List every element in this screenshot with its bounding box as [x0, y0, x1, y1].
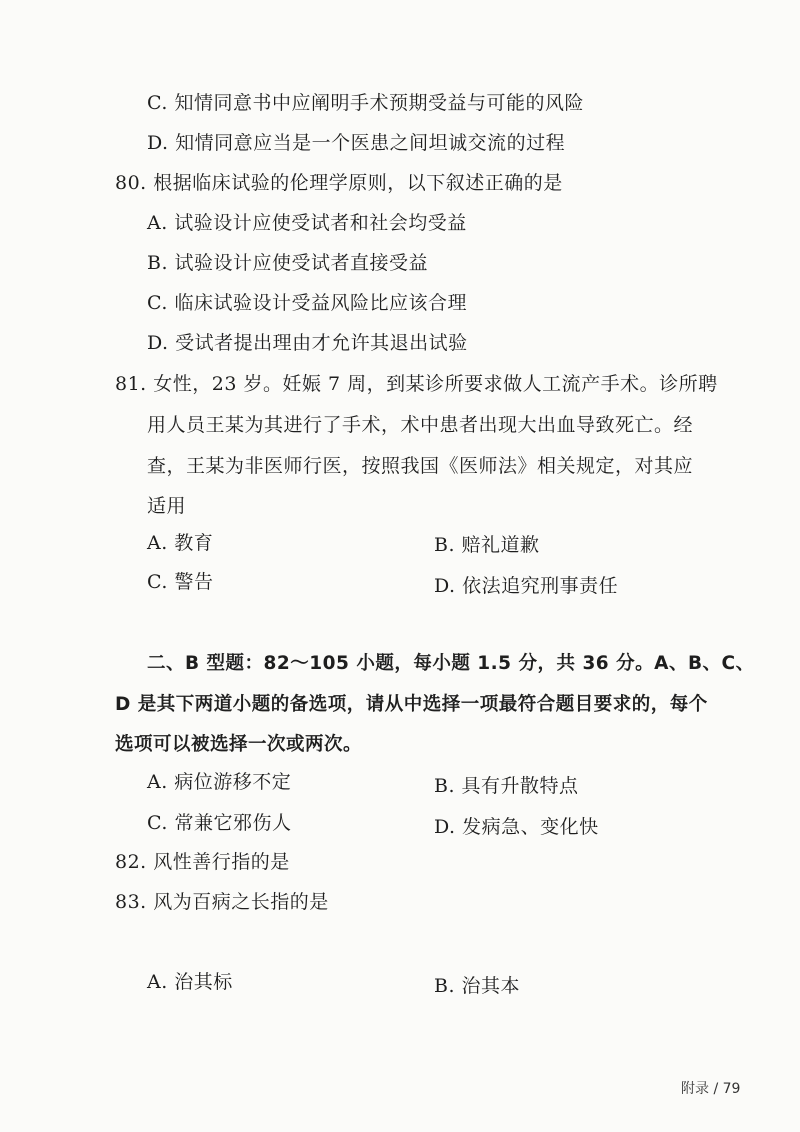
q81-option-a: A. 教育: [147, 532, 214, 554]
q79-option-c: C. 知情同意书中应阐明手术预期受益与可能的风险: [147, 92, 584, 114]
q80-option-d: D. 受试者提出理由才允许其退出试验: [147, 332, 468, 354]
q83-stem: 83. 风为百病之长指的是: [115, 891, 329, 913]
q80-option-b: B. 试验设计应使受试者直接受益: [147, 252, 429, 274]
q82-stem: 82. 风性善行指的是: [115, 851, 290, 873]
q81-option-c: C. 警告: [147, 571, 214, 593]
group82-option-b: B. 具有升散特点: [434, 775, 579, 797]
q81-stem-line1: 81. 女性，23 岁。妊娠 7 周，到某诊所要求做人工流产手术。诊所聘: [115, 373, 718, 395]
section2-instructions-line3: 选项可以被选择一次或两次。: [115, 734, 363, 755]
group82-option-c: C. 常兼它邪伤人: [147, 812, 292, 834]
q81-option-b: B. 赔礼道歉: [434, 534, 540, 556]
q80-option-a: A. 试验设计应使受试者和社会均受益: [147, 212, 467, 234]
group82-option-a: A. 病位游移不定: [147, 771, 292, 793]
q81-stem-line2: 用人员王某为其进行了手术，术中患者出现大出血导致死亡。经: [147, 414, 694, 436]
group84-option-b: B. 治其本: [434, 975, 521, 997]
q81-stem-line3: 查，王某为非医师行医，按照我国《医师法》相关规定，对其应: [147, 455, 694, 477]
q81-option-d: D. 依法追究刑事责任: [434, 575, 619, 597]
q81-stem-line4: 适用: [147, 495, 187, 517]
q79-option-d: D. 知情同意应当是一个医患之间坦诚交流的过程: [147, 132, 566, 154]
group82-option-d: D. 发病急、变化快: [434, 816, 599, 838]
q80-option-c: C. 临床试验设计受益风险比应该合理: [147, 292, 467, 314]
q80-stem: 80. 根据临床试验的伦理学原则，以下叙述正确的是: [115, 172, 563, 194]
page-number: 附录 / 79: [681, 1081, 741, 1097]
group84-option-a: A. 治其标: [147, 971, 233, 993]
section2-instructions-line1: 二、B 型题：82～105 小题，每小题 1.5 分，共 36 分。A、B、C、: [147, 653, 755, 674]
section2-instructions-line2: D 是其下两道小题的备选项，请从中选择一项最符合题目要求的，每个: [115, 694, 708, 715]
